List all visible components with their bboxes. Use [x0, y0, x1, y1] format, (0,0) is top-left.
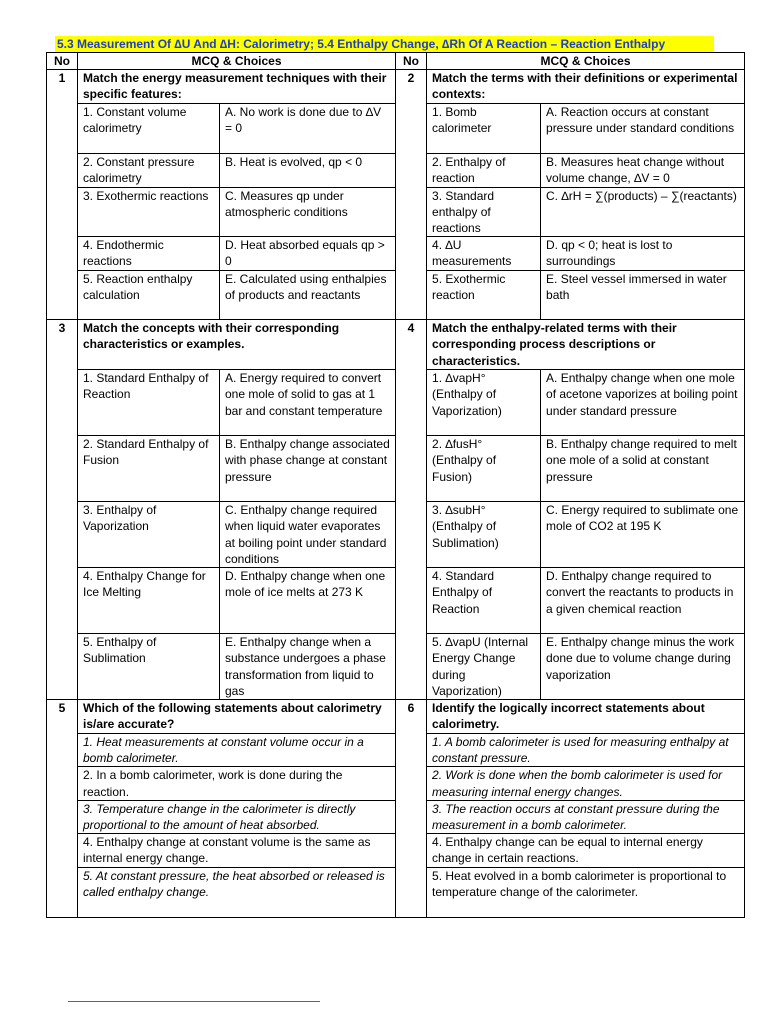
match-right-item: D. Enthalpy change when one mole of ice melts at 273 K	[220, 568, 396, 634]
header-mcq: MCQ & Choices	[427, 53, 745, 70]
match-right-item: B. Enthalpy change required to melt one mole of a solid at constant pressure	[541, 436, 745, 502]
match-left-item: 1. ∆vapH° (Enthalpy of Vaporization)	[427, 370, 541, 436]
question-number: 4	[396, 320, 427, 700]
match-left-item: 1. Bomb calorimeter	[427, 104, 541, 154]
match-left-item: 3. ∆subH° (Enthalpy of Sublimation)	[427, 502, 541, 568]
question-number: 2	[396, 70, 427, 320]
mcq-table	[46, 52, 745, 918]
match-left-item: 4. Endothermic reactions	[78, 237, 220, 271]
footer-divider	[68, 1001, 320, 1002]
table-row	[47, 320, 745, 370]
table-row	[47, 700, 745, 734]
match-right-item: A. Reaction occurs at constant pressure under standard conditions	[541, 104, 745, 154]
match-left-item: 2. Enthalpy of reaction	[427, 154, 541, 187]
question-text: Match the enthalpy-related terms with their corresponding process descriptions or characteristics.	[427, 320, 745, 370]
statement-item: 5. Heat evolved in a bomb calorimeter is proportional to temperature change of the calorimeter.	[427, 867, 745, 917]
match-left-item: 1. Constant volume calorimetry	[78, 104, 220, 154]
match-right-item: D. Enthalpy change required to convert the reactants to products in a given chemical reaction	[541, 568, 745, 634]
match-right-item: E. Enthalpy change when a substance undergoes a phase transformation from liquid to gas	[220, 634, 396, 700]
statement-item: 1. Heat measurements at constant volume occur in a bomb calorimeter.	[78, 734, 396, 767]
match-right-item: D. qp < 0; heat is lost to surroundings	[541, 237, 745, 271]
match-right-item: C. ∆rH = ∑(products) – ∑(reactants)	[541, 187, 745, 237]
match-left-item: 5. Enthalpy of Sublimation	[78, 634, 220, 700]
match-left-item: 3. Exothermic reactions	[78, 187, 220, 237]
statement-item: 4. Enthalpy change at constant volume is the same as internal energy change.	[78, 834, 396, 867]
match-right-item: B. Heat is evolved, qp < 0	[220, 154, 396, 187]
question-text: Match the terms with their definitions or experimental contexts:	[427, 70, 745, 104]
match-left-item: 1. Standard Enthalpy of Reaction	[78, 370, 220, 436]
question-text: Match the concepts with their corresponding characteristics or examples.	[78, 320, 396, 370]
page-title: 5.3 Measurement Of ∆U And ∆H: Calorimetry; 5.4 Enthalpy Change, ∆Rh Of A Reaction – Reaction Enthalpy	[55, 36, 714, 52]
table-row	[47, 70, 745, 104]
match-left-item: 4. ∆U measurements	[427, 237, 541, 271]
match-left-item: 3. Enthalpy of Vaporization	[78, 502, 220, 568]
match-left-item: 5. Exothermic reaction	[427, 271, 541, 320]
match-right-item: A. No work is done due to ∆V = 0	[220, 104, 396, 154]
statement-item: 1. A bomb calorimeter is used for measuring enthalpy at constant pressure.	[427, 734, 745, 767]
header-no: No	[47, 53, 78, 70]
match-right-item: B. Enthalpy change associated with phase change at constant pressure	[220, 436, 396, 502]
question-number: 5	[47, 700, 78, 918]
match-right-item: E. Steel vessel immersed in water bath	[541, 271, 745, 320]
table-header-row	[47, 53, 745, 70]
match-right-item: C. Energy required to sublimate one mole of CO2 at 195 K	[541, 502, 745, 568]
match-left-item: 5. Reaction enthalpy calculation	[78, 271, 220, 320]
match-left-item: 2. Standard Enthalpy of Fusion	[78, 436, 220, 502]
match-right-item: A. Energy required to convert one mole of solid to gas at 1 bar and constant temperature	[220, 370, 396, 436]
match-right-item: C. Measures qp under atmospheric conditions	[220, 187, 396, 237]
question-number: 6	[396, 700, 427, 918]
match-left-item: 4. Enthalpy Change for Ice Melting	[78, 568, 220, 634]
match-left-item: 2. ∆fusH° (Enthalpy of Fusion)	[427, 436, 541, 502]
question-text: Match the energy measurement techniques with their specific features:	[78, 70, 396, 104]
question-text: Identify the logically incorrect statements about calorimetry.	[427, 700, 745, 734]
question-text: Which of the following statements about calorimetry is/are accurate?	[78, 700, 396, 734]
statement-item: 2. In a bomb calorimeter, work is done during the reaction.	[78, 767, 396, 800]
match-left-item: 3. Standard enthalpy of reactions	[427, 187, 541, 237]
header-mcq: MCQ & Choices	[78, 53, 396, 70]
match-right-item: B. Measures heat change without volume change, ∆V = 0	[541, 154, 745, 187]
match-right-item: D. Heat absorbed equals qp > 0	[220, 237, 396, 271]
match-right-item: A. Enthalpy change when one mole of acetone vaporizes at boiling point under standard pressure	[541, 370, 745, 436]
match-left-item: 2. Constant pressure calorimetry	[78, 154, 220, 187]
match-left-item: 4. Standard Enthalpy of Reaction	[427, 568, 541, 634]
statement-item: 5. At constant pressure, the heat absorbed or released is called enthalpy change.	[78, 867, 396, 917]
question-number: 3	[47, 320, 78, 700]
match-right-item: E. Enthalpy change minus the work done due to volume change during vaporization	[541, 634, 745, 700]
question-number: 1	[47, 70, 78, 320]
match-left-item: 5. ∆vapU (Internal Energy Change during Vaporization)	[427, 634, 541, 700]
statement-item: 2. Work is done when the bomb calorimeter is used for measuring internal energy changes.	[427, 767, 745, 800]
match-right-item: C. Enthalpy change required when liquid water evaporates at boiling point under standard conditions	[220, 502, 396, 568]
statement-item: 3. Temperature change in the calorimeter is directly proportional to the amount of heat absorbed.	[78, 800, 396, 833]
match-right-item: E. Calculated using enthalpies of products and reactants	[220, 271, 396, 320]
statement-item: 3. The reaction occurs at constant pressure during the measurement in a bomb calorimeter.	[427, 800, 745, 833]
statement-item: 4. Enthalpy change can be equal to internal energy change in certain reactions.	[427, 834, 745, 867]
header-no: No	[396, 53, 427, 70]
